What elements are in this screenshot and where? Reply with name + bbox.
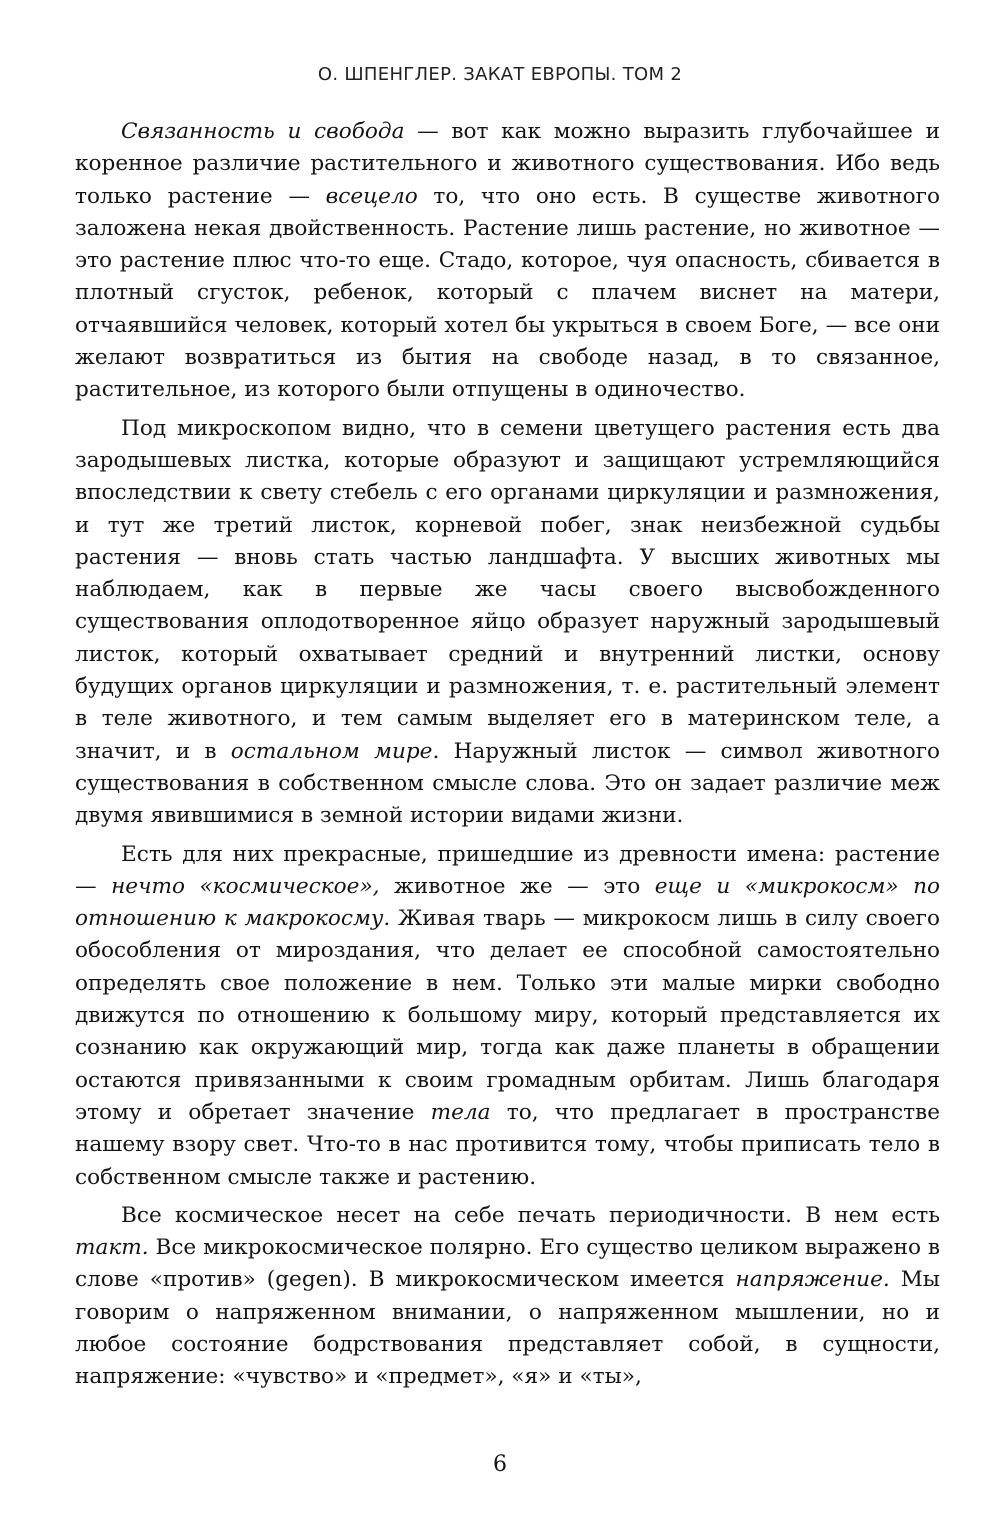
page-number: 6 [493, 1452, 507, 1477]
text-span: Есть для них прекрасные, пришедшие из древности имена: растение — [75, 841, 940, 899]
italic-span: напряжение. [735, 1267, 890, 1293]
paragraph [75, 413, 940, 833]
italic-span: тела [430, 1099, 491, 1125]
text-span: животное же — это [379, 873, 655, 899]
text-span: Наружный листок — символ животного существования в собственном смысле слова. Это он задает различие меж двумя явившимися в земной истории видами жизни. [75, 738, 941, 829]
paragraph [75, 116, 940, 407]
text-span: Все космическое несет на себе печать периодичности. В нем есть [121, 1202, 940, 1228]
paragraph [75, 839, 940, 1194]
italic-span: еще и «микрокосм» по отношению к макрокосму. [75, 873, 940, 932]
text-span: — вот как можно выразить глубочайшее и коренное различие растительного и животного существования. Ибо ведь только растение — [75, 119, 940, 209]
italic-span: остальном мире. [230, 738, 440, 764]
italic-span: такт. [75, 1235, 149, 1261]
text-span: Все микрокосмическое полярно. Его существо целиком выражено в слове «против» (gegen). В микрокосмическом имеется [75, 1235, 941, 1293]
text-span: то, что оно есть. В существе животного заложена некая двойственность. Растение лишь растение, но животное — это растение плюс что-то еще. Стадо, которое, чуя опасность, сбивается в плотный сгусток, ребенок, который с плачем виснет на матери, отчаявшийся человек, который хотел бы укрыться в своем Боге, — все они желают возвратиться из бытия на свободе назад, в то связанное, растительное, из которого были отпущены в одиночество. [75, 183, 940, 403]
text-span: Живая тварь — микрокосм лишь в силу своего обособления от мироздания, что делает ее способной самостоятельно определять свое положение в нем. Только эти малые мирки свободно движутся по отношению к большому миру, который представляется их сознанию как окружающий мир, тогда как даже планеты в обращении остаются привязанными к своим громадным орбитам. Лишь благодаря этому и обретает значение [75, 906, 940, 1125]
paragraph [75, 1200, 940, 1394]
text-span: Мы говорим о напряженном внимании, о напряженном мышлении, но и любое состояние бодрствования представляет собой, в сущности, напряжение: «чувство» и «предмет», «я» и «ты», [75, 1267, 940, 1390]
body-text [75, 116, 940, 1400]
italic-span: всецело [325, 183, 418, 209]
text-span: то, что предлагает в пространстве нашему взору свет. Что-то в нас противится тому, чтобы приписать тело в собственном смысле также и растению. [75, 1099, 940, 1190]
italic-span: нечто «космическое», [111, 873, 380, 899]
running-title: О. ШПЕНГЛЕР. ЗАКАТ ЕВРОПЫ. ТОМ 2 [317, 64, 683, 85]
italic-span: Связанность и свобода [121, 119, 405, 144]
text-span: Под микроскопом видно, что в семени цветущего растения есть два зародышевых листка, которые образуют и защищают устремляющийся впоследствии к свету стебель с его органами циркуляции и размножения, и тут же третий листок, корневой побег, знак неизбежной судьбы растения — вновь стать частью ландшафта. У высших животных мы наблюдаем, как в первые же часы своего высвобожденного существования оплодотворенное яйцо образует наружный зародышевый листок, который охватывает средний и внутренний листки, основу будущих органов циркуляции и размножения, т. е. растительный элемент в теле животного, и тем самым выделяет его в материнском теле, а значит, и в [75, 415, 940, 764]
